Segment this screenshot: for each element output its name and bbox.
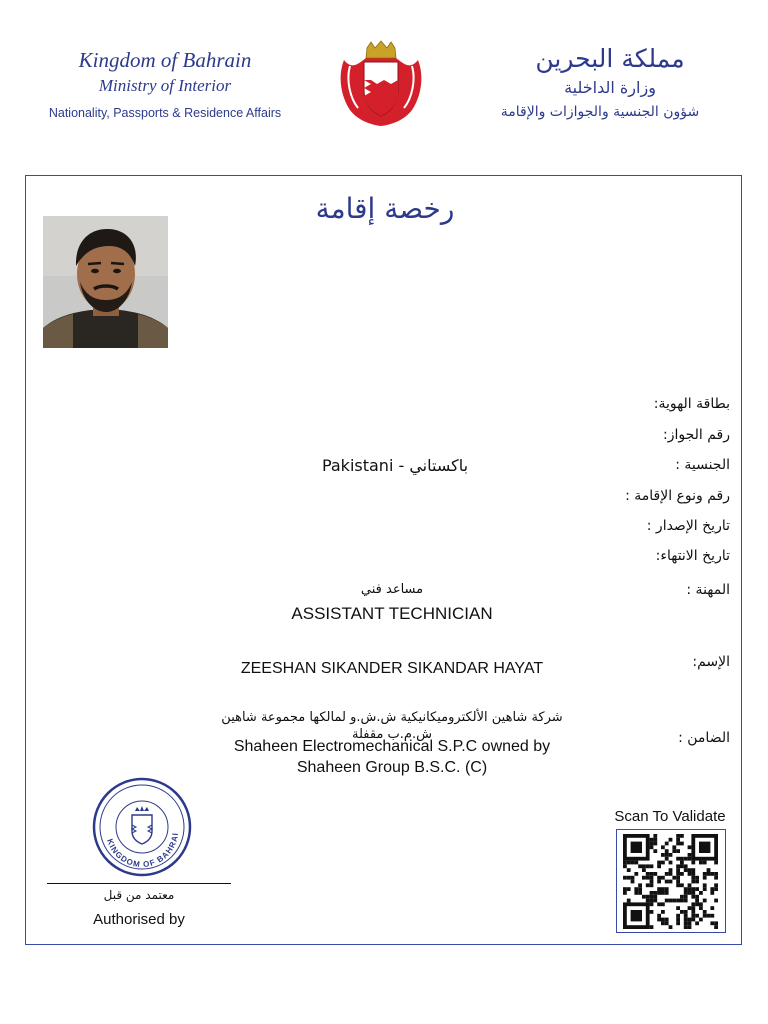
- label-name: الإسم:: [692, 654, 730, 670]
- header-english-kingdom: Kingdom of Bahrain: [78, 48, 252, 72]
- label-passport-number: رقم الجواز:: [662, 427, 730, 443]
- label-expiry-date: تاريخ الانتهاء:: [655, 548, 730, 564]
- header-arabic-ministry: وزارة الداخلية: [564, 78, 656, 97]
- kingdom-seal-stamp: [90, 775, 194, 879]
- label-sponsor: الضامن :: [678, 730, 730, 746]
- permit-title: رخصة إقامة: [315, 192, 455, 225]
- bahrain-coat-of-arms-icon: [336, 40, 426, 128]
- seal-text: KINGDOM OF BAHRAI: [105, 831, 181, 870]
- value-sponsor-english-line1: Shaheen Electromechanical S.P.C owned by: [233, 738, 551, 755]
- label-residence-type: رقم ونوع الإقامة :: [625, 488, 730, 504]
- label-id-card: بطاقة الهوية:: [653, 396, 730, 412]
- value-nationality: Pakistani - باكستاني: [321, 456, 469, 475]
- header-english-ministry: Ministry of Interior: [98, 76, 232, 95]
- value-sponsor-english-line2: Shaheen Group B.S.C. (C): [296, 759, 488, 776]
- label-issue-date: تاريخ الإصدار :: [646, 518, 730, 534]
- header-arabic-department: شؤون الجنسية والجوازات والإقامة: [500, 104, 700, 120]
- validation-qr-code[interactable]: [616, 829, 726, 933]
- header-english-department: Nationality, Passports & Residence Affairs: [48, 106, 282, 120]
- value-occupation-arabic: مساعد فني: [360, 582, 424, 597]
- value-sponsor-arabic-line1: شركة شاهين الألكتروميكانيكية ش.ش.و لمالكها مجموعة شاهين: [221, 710, 563, 725]
- authorised-by-arabic: معتمد من قبل: [103, 888, 175, 902]
- scan-to-validate-label: Scan To Validate: [614, 808, 726, 825]
- authorised-by-english: Authorised by: [93, 911, 185, 928]
- signature-line: [47, 883, 231, 884]
- value-sponsor-arabic-line2: ش.م.ب مقفلة: [352, 727, 432, 742]
- label-occupation: المهنة :: [686, 582, 730, 598]
- label-nationality: الجنسية :: [675, 457, 730, 473]
- value-occupation-english: ASSISTANT TECHNICIAN: [291, 604, 493, 623]
- person-photo: [43, 216, 168, 348]
- value-name: ZEESHAN SIKANDER SIKANDAR HAYAT: [240, 660, 544, 677]
- header-arabic-kingdom: مملكة البحرين: [535, 44, 685, 73]
